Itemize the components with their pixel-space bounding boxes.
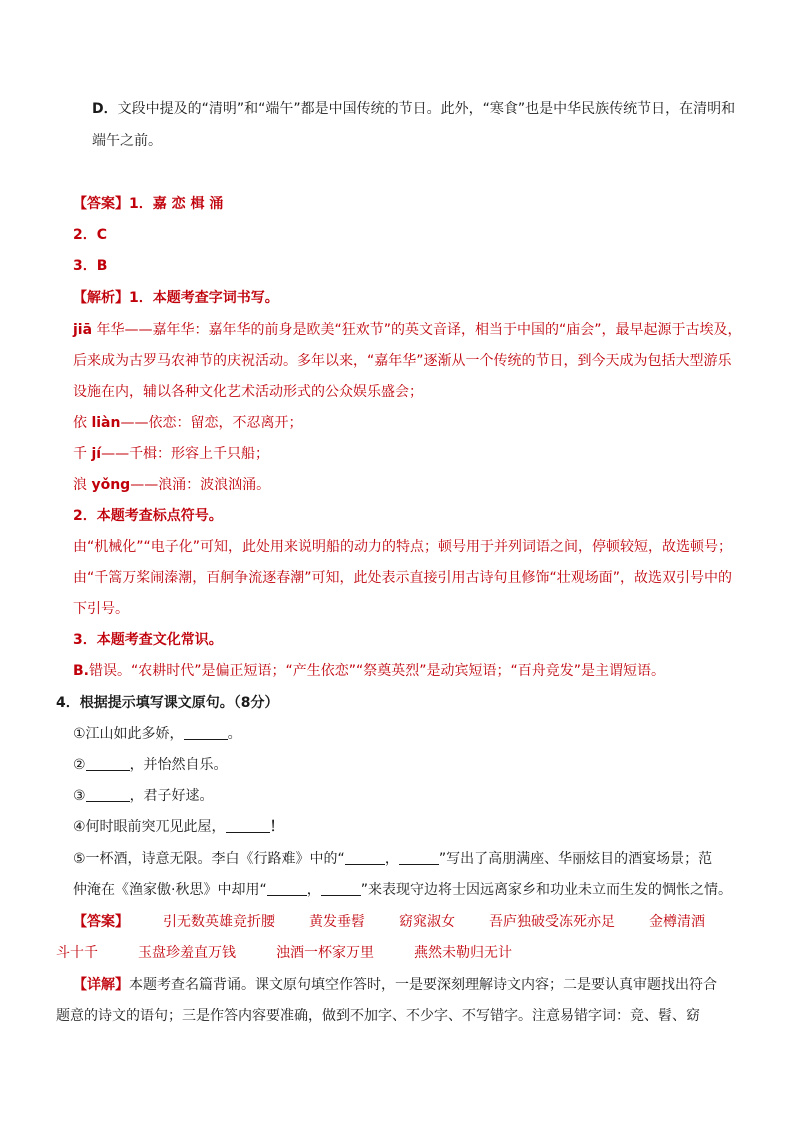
analysis-p11-pre: B. xyxy=(73,663,89,679)
q1-text: ①江山如此多娇， xyxy=(73,726,184,742)
detail-4-line-1 xyxy=(73,975,717,995)
analysis-p8: 由“千篙万桨闹溱潮，百舸争流逐春潮”可知，此处表示直接引用古诗句且修饰“壮观场面”，故选双引号中的 xyxy=(73,570,733,586)
analysis-p9: 下引号。 xyxy=(73,601,129,617)
analysis-p5-post: ——浪涌：波浪汹涌。 xyxy=(130,477,271,493)
analysis-p6: 2．本题考查标点符号。 xyxy=(73,508,223,524)
analysis-p2c: 设施在内，辅以各种文化艺术活动形式的公众娱乐盛会； xyxy=(73,384,423,400)
analysis-p3-post: ——依恋：留恋，不忍离开； xyxy=(120,415,303,431)
answer-4-item-6: 斗十千 xyxy=(56,945,98,961)
pinyin-lian: liàn xyxy=(91,415,121,431)
answer-4-line-2 xyxy=(56,943,512,963)
q2-text: ，并怡然自乐。 xyxy=(129,757,228,773)
q2-num: ② xyxy=(73,757,86,773)
q4-blank[interactable] xyxy=(226,818,270,833)
analysis-p5 xyxy=(73,475,270,495)
analysis-heading xyxy=(73,288,279,308)
answer-4-item-3: 窈窕淑女 xyxy=(399,914,455,930)
q4-end: ！ xyxy=(269,819,284,835)
answer-4-item-9: 燕然未勒归无计 xyxy=(414,945,512,961)
pinyin-jia: jiā xyxy=(73,322,93,338)
analysis-p5-pre: 浪 xyxy=(73,477,92,493)
question-4-item-5b xyxy=(73,880,732,900)
q2-blank[interactable] xyxy=(86,756,130,771)
option-d-line-1 xyxy=(92,99,735,119)
answer-3: 3．B xyxy=(73,258,108,274)
question-4-item-1 xyxy=(73,724,242,744)
analysis-p2a-text: 年华——嘉年华：嘉年华的前身是欧美“狂欢节”的英文音译，相当于中国的“庙会”，最早起源于古埃及， xyxy=(92,322,742,338)
answer-4-line-1 xyxy=(73,912,705,932)
q5-blank-3[interactable] xyxy=(267,881,307,896)
option-d-text-1: 文段中提及的“清明”和“端午”都是中国传统的节日。此外，“寒食”也是中华民族传统节日，在清明和 xyxy=(117,101,736,117)
question-4-item-3 xyxy=(73,786,214,806)
q3-blank[interactable] xyxy=(86,787,130,802)
q5-text-c: ”写出了高朋满座、华丽炫目的酒宴场景；范 xyxy=(438,851,713,867)
detail-4-tag: 【详解】 xyxy=(73,977,129,993)
answer-line-1 xyxy=(73,194,223,214)
q5-text-f: ”来表现守边将士因远离家乡和功业未立而生发的惆怅之情。 xyxy=(360,882,732,898)
answer-4-item-2: 黄发垂髫 xyxy=(309,914,365,930)
option-d-label: D． xyxy=(92,101,118,117)
analysis-tag: 【解析】 xyxy=(73,290,129,306)
q5-comma-2: ， xyxy=(306,882,321,898)
pinyin-ji: jí xyxy=(91,446,102,462)
question-4-item-5a xyxy=(73,849,712,869)
answer-4-item-4: 吾庐独破受冻死亦足 xyxy=(489,914,615,930)
q5-blank-1[interactable] xyxy=(345,850,385,865)
answer-4-tag: 【答案】 xyxy=(73,914,129,930)
q4-text: ④何时眼前突兀见此屋， xyxy=(73,819,226,835)
q5-blank-4[interactable] xyxy=(321,881,361,896)
analysis-p4 xyxy=(73,444,269,464)
answer-4-item-8: 浊酒一杯家万里 xyxy=(276,945,374,961)
detail-4-text-1: 本题考查名篇背诵。课文原句填空作答时，一是要深刻理解诗文内容；二是要认真审题找出符合 xyxy=(129,977,717,993)
analysis-p11-text: 错误。“农耕时代”是偏正短语；“产生依恋”“祭奠英烈”是动宾短语；“百舟竞发”是主谓短语。 xyxy=(89,663,666,679)
q3-num: ③ xyxy=(73,788,86,804)
detail-4-line-2: 题意的诗文的语句；三是作答内容要准确，做到不加字、不少字、不写错字。注意易错字词：竞、髫、窈 xyxy=(56,1008,700,1024)
question-4-item-4 xyxy=(73,817,284,837)
q1-end: 。 xyxy=(227,726,242,742)
analysis-p3-pre: 依 xyxy=(73,415,92,431)
answer-tag: 【答案】 xyxy=(73,196,129,212)
analysis-p3 xyxy=(73,413,302,433)
answer-4-item-7: 玉盘珍羞直万钱 xyxy=(138,945,236,961)
analysis-p1: 1．本题考查字词书写。 xyxy=(129,290,279,306)
q5-text-d: 仲淹在《渔家傲·秋思》中却用“ xyxy=(73,882,267,898)
answer-4-item-5: 金樽清酒 xyxy=(649,914,705,930)
analysis-p4-pre: 千 xyxy=(73,446,92,462)
answer-4-item-1: 引无数英雄竞折腰 xyxy=(163,914,275,930)
analysis-p11 xyxy=(73,661,665,681)
analysis-p2b: 后来成为古罗马农神节的庆祝活动。多年以来，“嘉年华”逐渐从一个传统的节日，到今天成为包括大型游乐 xyxy=(73,353,732,369)
answer-1: 1．嘉 恋 楫 涌 xyxy=(129,196,224,212)
analysis-p2a xyxy=(73,320,742,340)
q3-text: ，君子好逑。 xyxy=(129,788,214,804)
analysis-p10: 3．本题考查文化常识。 xyxy=(73,632,223,648)
q5-blank-2[interactable] xyxy=(399,850,439,865)
analysis-p7: 由“机械化”“电子化”可知，此处用来说明船的动力的特点；顿号用于并列词语之间，停顿较短，故选顿号； xyxy=(73,539,733,555)
analysis-p4-post: ——千楫：形容上千只船； xyxy=(101,446,270,462)
question-4-title: 4．根据提示填写课文原句。（8分） xyxy=(56,695,279,711)
q5-text-a: ⑤一杯酒，诗意无限。李白《行路难》中的“ xyxy=(73,851,345,867)
q1-blank[interactable] xyxy=(184,725,228,740)
answer-2: 2．C xyxy=(73,227,108,243)
q5-comma-1: ， xyxy=(384,851,399,867)
option-d-line-2: 端午之前。 xyxy=(92,133,162,149)
question-4-item-2 xyxy=(73,755,228,775)
pinyin-yong: yǒng xyxy=(91,477,131,493)
